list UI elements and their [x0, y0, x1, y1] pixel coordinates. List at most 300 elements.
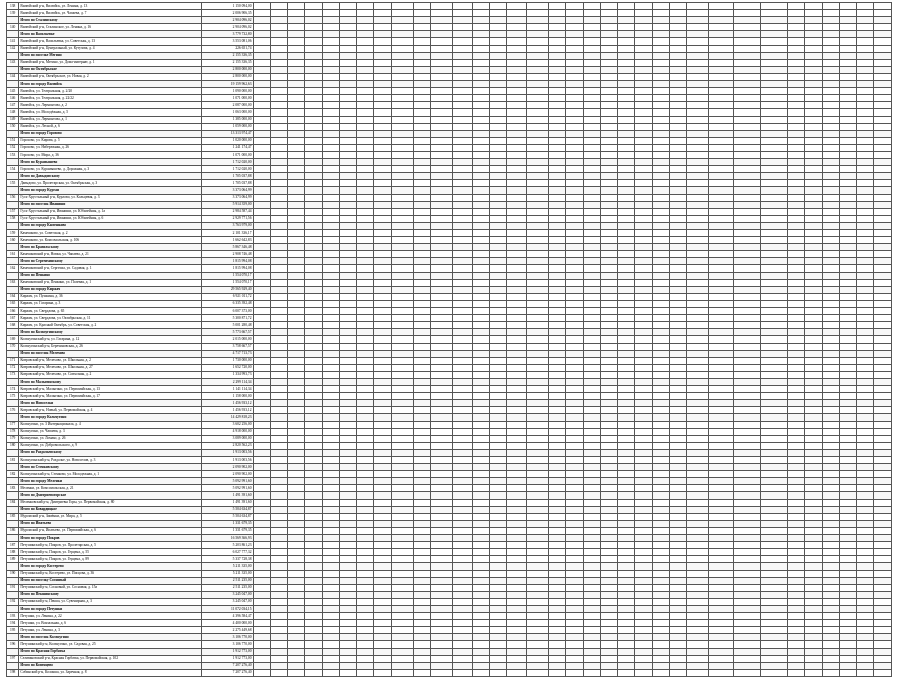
value-cell	[618, 627, 635, 634]
value-cell	[507, 95, 527, 102]
value-cell	[472, 265, 489, 272]
value-cell	[288, 506, 305, 513]
value-cell	[839, 577, 856, 584]
value-cell	[669, 598, 686, 605]
value-cell	[652, 386, 669, 393]
value-cell	[253, 520, 270, 527]
value-cell	[339, 10, 356, 17]
address-cell: Итого по городу Петушки	[19, 605, 201, 612]
value-cell	[857, 457, 874, 464]
value-cell	[270, 577, 287, 584]
value-cell	[687, 137, 709, 144]
value-cell	[687, 542, 709, 549]
value-cell	[583, 52, 600, 59]
value-cell	[805, 329, 822, 336]
value-cell	[709, 279, 734, 286]
value-cell	[322, 95, 339, 102]
value-cell	[413, 166, 430, 173]
value-cell	[709, 286, 734, 293]
value-cell	[253, 144, 270, 151]
value-cell	[857, 655, 874, 662]
value-cell	[270, 17, 287, 24]
value-cell	[374, 137, 391, 144]
value-cell	[507, 343, 527, 350]
value-cell	[430, 435, 452, 442]
value-cell	[709, 577, 734, 584]
value-cell	[391, 378, 413, 385]
value-cell	[822, 123, 839, 130]
value-cell	[391, 336, 413, 343]
value-cell	[472, 279, 489, 286]
value-cell	[507, 81, 527, 88]
value-cell	[566, 478, 583, 485]
value-cell	[453, 116, 473, 123]
value-cell	[874, 38, 892, 45]
value-cell	[472, 400, 489, 407]
value-cell	[472, 648, 489, 655]
value-cell	[270, 520, 287, 527]
subtotal-row	[7, 605, 892, 612]
value-cell	[305, 641, 322, 648]
value-cell	[391, 506, 413, 513]
value-cell	[734, 286, 761, 293]
value-cell	[734, 492, 761, 499]
total-cost-cell: 13 313 974,47	[201, 130, 253, 137]
address-cell: Итого по Кольчугинскому	[19, 329, 201, 336]
value-cell	[549, 598, 566, 605]
value-cell	[874, 407, 892, 414]
value-cell	[322, 187, 339, 194]
value-cell	[635, 655, 652, 662]
value-cell	[253, 556, 270, 563]
value-cell	[270, 442, 287, 449]
value-cell	[652, 492, 669, 499]
value-cell	[253, 308, 270, 315]
value-cell	[566, 627, 583, 634]
value-cell	[857, 371, 874, 378]
value-cell	[527, 95, 549, 102]
value-cell	[305, 308, 322, 315]
value-cell	[549, 222, 566, 229]
value-cell	[583, 215, 600, 222]
value-cell	[472, 300, 489, 307]
value-cell	[618, 620, 635, 627]
value-cell	[709, 230, 734, 237]
value-cell	[600, 38, 617, 45]
value-cell	[734, 350, 761, 357]
total-cost-cell: 3 553 081,06	[201, 38, 253, 45]
value-cell	[374, 591, 391, 598]
value-cell	[874, 627, 892, 634]
value-cell	[734, 378, 761, 385]
value-cell	[788, 464, 805, 471]
value-cell	[305, 38, 322, 45]
value-cell	[618, 357, 635, 364]
value-cell	[839, 520, 856, 527]
value-cell	[430, 237, 452, 244]
value-cell	[669, 322, 686, 329]
value-cell	[507, 329, 527, 336]
value-cell	[453, 393, 473, 400]
value-cell	[430, 322, 452, 329]
value-cell	[839, 95, 856, 102]
value-cell	[305, 343, 322, 350]
value-cell	[788, 130, 805, 137]
value-cell	[490, 364, 507, 371]
value-cell	[566, 95, 583, 102]
value-cell	[507, 308, 527, 315]
row-number-cell	[7, 449, 19, 456]
value-cell	[822, 230, 839, 237]
value-cell	[635, 322, 652, 329]
value-cell	[453, 357, 473, 364]
total-cost-cell: 2 800 000,00	[201, 66, 253, 73]
value-cell	[322, 371, 339, 378]
value-cell	[270, 605, 287, 612]
value-cell	[527, 279, 549, 286]
value-cell	[583, 357, 600, 364]
value-cell	[822, 130, 839, 137]
value-cell	[270, 627, 287, 634]
value-cell	[472, 151, 489, 158]
value-cell	[734, 627, 761, 634]
value-cell	[527, 116, 549, 123]
value-cell	[253, 563, 270, 570]
value-cell	[687, 393, 709, 400]
value-cell	[507, 286, 527, 293]
value-cell	[430, 166, 452, 173]
value-cell	[805, 378, 822, 385]
value-cell	[874, 336, 892, 343]
value-cell	[566, 449, 583, 456]
value-cell	[430, 95, 452, 102]
value-cell	[618, 17, 635, 24]
value-cell	[669, 506, 686, 513]
value-cell	[253, 130, 270, 137]
value-cell	[305, 598, 322, 605]
value-cell	[734, 634, 761, 641]
value-cell	[652, 17, 669, 24]
value-cell	[374, 265, 391, 272]
value-cell	[374, 17, 391, 24]
value-cell	[839, 570, 856, 577]
value-cell	[527, 166, 549, 173]
value-cell	[322, 293, 339, 300]
value-cell	[734, 123, 761, 130]
value-cell	[453, 655, 473, 662]
value-cell	[305, 414, 322, 421]
value-cell	[734, 464, 761, 471]
value-cell	[618, 159, 635, 166]
value-cell	[549, 513, 566, 520]
value-cell	[305, 371, 322, 378]
value-cell	[288, 393, 305, 400]
subtotal-row	[7, 329, 892, 336]
value-cell	[357, 371, 374, 378]
value-cell	[472, 123, 489, 130]
value-cell	[857, 265, 874, 272]
table-row	[7, 584, 892, 591]
value-cell	[822, 109, 839, 116]
value-cell	[687, 478, 709, 485]
value-cell	[270, 137, 287, 144]
value-cell	[805, 279, 822, 286]
value-cell	[635, 137, 652, 144]
value-cell	[430, 45, 452, 52]
value-cell	[583, 577, 600, 584]
value-cell	[507, 180, 527, 187]
value-cell	[357, 300, 374, 307]
value-cell	[600, 393, 617, 400]
value-cell	[374, 669, 391, 676]
value-cell	[453, 350, 473, 357]
value-cell	[549, 492, 566, 499]
value-cell	[453, 414, 473, 421]
value-cell	[635, 166, 652, 173]
value-cell	[600, 648, 617, 655]
value-cell	[734, 222, 761, 229]
value-cell	[857, 329, 874, 336]
value-cell	[805, 669, 822, 676]
value-cell	[430, 520, 452, 527]
value-cell	[339, 336, 356, 343]
value-cell	[788, 428, 805, 435]
address-cell: Муромский р-н, Зимёнки, ул. Мира, д. 5	[19, 513, 201, 520]
value-cell	[839, 272, 856, 279]
value-cell	[687, 272, 709, 279]
value-cell	[652, 549, 669, 556]
value-cell	[507, 10, 527, 17]
value-cell	[391, 648, 413, 655]
table-row	[7, 123, 892, 130]
value-cell	[507, 151, 527, 158]
value-cell	[566, 570, 583, 577]
value-cell	[874, 357, 892, 364]
value-cell	[857, 166, 874, 173]
value-cell	[583, 549, 600, 556]
value-cell	[635, 527, 652, 534]
value-cell	[669, 471, 686, 478]
value-cell	[788, 123, 805, 130]
subtotal-row	[7, 52, 892, 59]
value-cell	[822, 159, 839, 166]
row-number-cell	[7, 577, 19, 584]
address-cell: Гусь-Хрустальный р-н, Иваниши, ул. Юбилейная, д. 1а	[19, 208, 201, 215]
value-cell	[430, 350, 452, 357]
total-cost-cell: 3 106 770,00	[201, 641, 253, 648]
value-cell	[687, 66, 709, 73]
value-cell	[413, 485, 430, 492]
value-cell	[788, 201, 805, 208]
value-cell	[322, 421, 339, 428]
total-cost-cell: 1 705 037,88	[201, 173, 253, 180]
value-cell	[490, 343, 507, 350]
value-cell	[618, 364, 635, 371]
value-cell	[652, 371, 669, 378]
value-cell	[635, 506, 652, 513]
value-cell	[391, 208, 413, 215]
row-number-cell	[7, 159, 19, 166]
value-cell	[874, 605, 892, 612]
value-cell	[357, 166, 374, 173]
value-cell	[288, 215, 305, 222]
table-row	[7, 116, 892, 123]
row-number-cell	[7, 591, 19, 598]
value-cell	[472, 180, 489, 187]
row-number-cell: 179	[7, 435, 19, 442]
value-cell	[761, 478, 788, 485]
value-cell	[822, 166, 839, 173]
value-cell	[805, 187, 822, 194]
value-cell	[357, 187, 374, 194]
value-cell	[305, 662, 322, 669]
value-cell	[357, 641, 374, 648]
value-cell	[669, 641, 686, 648]
value-cell	[761, 144, 788, 151]
value-cell	[288, 471, 305, 478]
value-cell	[788, 421, 805, 428]
total-cost-cell: 2 820 562,23	[201, 442, 253, 449]
value-cell	[805, 159, 822, 166]
value-cell	[507, 208, 527, 215]
value-cell	[374, 386, 391, 393]
value-cell	[288, 10, 305, 17]
value-cell	[322, 265, 339, 272]
value-cell	[374, 336, 391, 343]
value-cell	[253, 613, 270, 620]
value-cell	[253, 159, 270, 166]
total-cost-cell: 1 456 933,12	[201, 400, 253, 407]
value-cell	[391, 45, 413, 52]
value-cell	[490, 322, 507, 329]
value-cell	[357, 201, 374, 208]
value-cell	[788, 442, 805, 449]
address-cell: Петушки, ул. Ленина, д. 22	[19, 613, 201, 620]
value-cell	[549, 584, 566, 591]
value-cell	[709, 542, 734, 549]
value-cell	[490, 591, 507, 598]
value-cell	[253, 393, 270, 400]
value-cell	[430, 371, 452, 378]
address-cell: Итого по Васильевке	[19, 31, 201, 38]
value-cell	[288, 549, 305, 556]
value-cell	[652, 378, 669, 385]
value-cell	[600, 570, 617, 577]
row-number-cell	[7, 173, 19, 180]
value-cell	[857, 527, 874, 534]
value-cell	[253, 669, 270, 676]
value-cell	[322, 10, 339, 17]
value-cell	[413, 279, 430, 286]
row-number-cell	[7, 52, 19, 59]
value-cell	[288, 329, 305, 336]
value-cell	[305, 230, 322, 237]
value-cell	[374, 357, 391, 364]
value-cell	[549, 95, 566, 102]
value-cell	[391, 449, 413, 456]
value-cell	[874, 549, 892, 556]
value-cell	[857, 393, 874, 400]
value-cell	[305, 655, 322, 662]
value-cell	[357, 3, 374, 10]
row-number-cell: 153	[7, 151, 19, 158]
value-cell	[839, 144, 856, 151]
value-cell	[874, 230, 892, 237]
value-cell	[635, 393, 652, 400]
value-cell	[822, 442, 839, 449]
value-cell	[600, 137, 617, 144]
address-cell: Кольчугинский р-н, Стенково, ул. Молодежная, д. 1	[19, 471, 201, 478]
value-cell	[413, 535, 430, 542]
value-cell	[761, 598, 788, 605]
value-cell	[322, 59, 339, 66]
value-cell	[600, 24, 617, 31]
table-row	[7, 442, 892, 449]
total-cost-cell: 2 299 114,34	[201, 378, 253, 385]
value-cell	[453, 173, 473, 180]
value-cell	[635, 24, 652, 31]
value-cell	[374, 38, 391, 45]
value-cell	[270, 513, 287, 520]
value-cell	[472, 357, 489, 364]
value-cell	[391, 457, 413, 464]
value-cell	[305, 449, 322, 456]
value-cell	[549, 322, 566, 329]
value-cell	[618, 570, 635, 577]
value-cell	[253, 244, 270, 251]
value-cell	[600, 286, 617, 293]
value-cell	[805, 605, 822, 612]
value-cell	[527, 449, 549, 456]
value-cell	[583, 584, 600, 591]
value-cell	[788, 669, 805, 676]
value-cell	[374, 237, 391, 244]
value-cell	[339, 137, 356, 144]
value-cell	[566, 620, 583, 627]
total-cost-cell: 1 730 000,00	[201, 357, 253, 364]
value-cell	[734, 393, 761, 400]
value-cell	[288, 613, 305, 620]
value-cell	[709, 116, 734, 123]
address-cell: Горохово, ул. Кирова, д. 5	[19, 137, 201, 144]
value-cell	[618, 73, 635, 80]
value-cell	[339, 577, 356, 584]
value-cell	[357, 520, 374, 527]
value-cell	[339, 613, 356, 620]
value-cell	[618, 151, 635, 158]
value-cell	[822, 414, 839, 421]
value-cell	[374, 627, 391, 634]
value-cell	[453, 293, 473, 300]
value-cell	[669, 478, 686, 485]
value-cell	[761, 315, 788, 322]
value-cell	[253, 208, 270, 215]
value-cell	[305, 215, 322, 222]
value-cell	[490, 237, 507, 244]
value-cell	[583, 605, 600, 612]
value-cell	[761, 88, 788, 95]
value-cell	[391, 300, 413, 307]
value-cell	[339, 400, 356, 407]
value-cell	[288, 24, 305, 31]
value-cell	[709, 222, 734, 229]
address-cell: Итого по поселке Мегино	[19, 52, 201, 59]
value-cell	[357, 556, 374, 563]
value-cell	[357, 549, 374, 556]
value-cell	[600, 662, 617, 669]
value-cell	[507, 499, 527, 506]
value-cell	[687, 605, 709, 612]
